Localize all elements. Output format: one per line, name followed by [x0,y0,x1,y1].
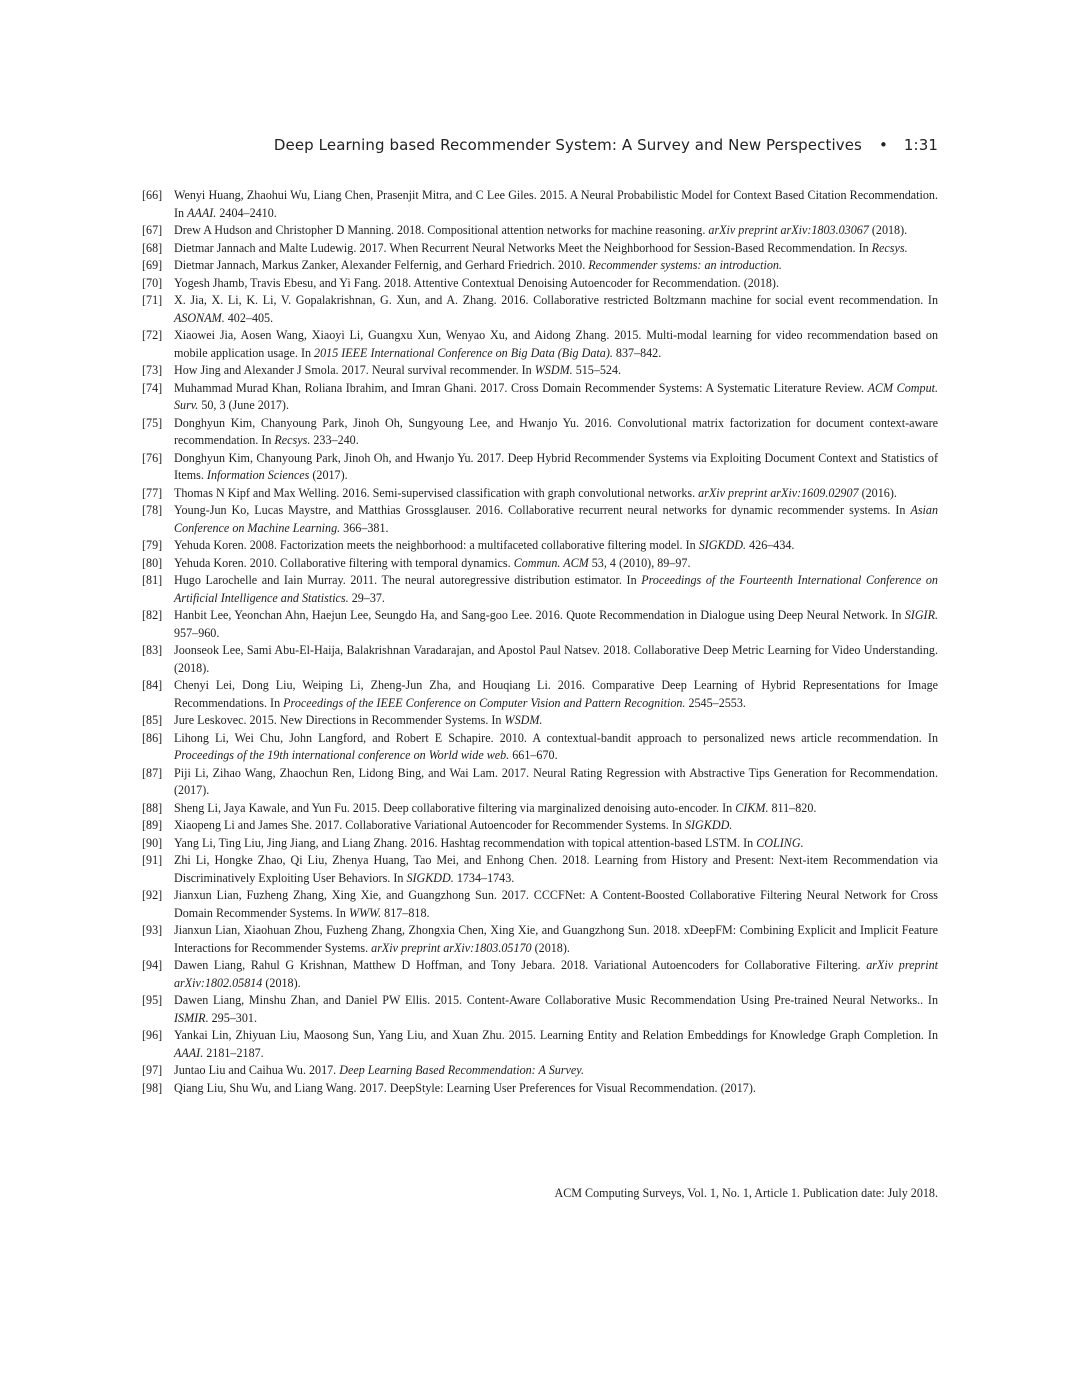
reference-text: 366–381. [340,520,389,535]
reference-text: Zhi Li, Hongke Zhao, Qi Liu, Zhenya Huang, Tao Mei, and Enhong Chen. 2018. Learning from History and Present: Next-item Recommendation via Discriminatively Exploiting User Behaviors. In [174,853,938,885]
reference-venue: Proceedings of the IEEE Conference on Computer Vision and Pattern Recognition. [283,695,686,710]
reference-text: 53, 4 (2010), 89–97. [588,555,691,570]
reference-number: [67] [142,223,163,237]
reference-item [142,887,938,922]
reference-text: 233–240. [310,433,359,447]
reference-venue: SIGKDD. [698,538,747,552]
reference-text: (2018). [531,940,570,955]
reference-number: [92] [142,888,163,902]
reference-venue: Proceedings of the Fourteenth International Conference on Artificial Intelligence and Statistics. [174,573,938,605]
reference-item [142,607,938,642]
reference-number: [80] [142,555,163,570]
reference-venue: ACM Comput. Surv. [174,380,938,412]
reference-item [142,257,938,275]
reference-item [142,730,938,765]
reference-number: [94] [142,958,163,972]
reference-venue: arXiv preprint arXiv:1803.05170 [371,940,532,955]
reference-text: 402–405. [224,310,274,325]
reference-item [142,957,938,992]
reference-text: Muhammad Murad Khan, Roliana Ibrahim, and Imran Ghani. 2017. Cross Domain Recommender Systems: A Systematic Literature Review. [174,380,868,395]
reference-text: Xiaowei Jia, Aosen Wang, Xiaoyi Li, Guangxu Xun, Wenyao Xu, and Aidong Zhang. 2015. Multi-modal learning for video recommendation based on mobile application usage. In [174,328,938,360]
reference-text: (2016). [858,485,897,500]
reference-item [142,852,938,887]
reference-venue: Proceedings of the 19th international conference on World wide web. [174,748,510,762]
reference-number: [96] [142,1028,163,1042]
reference-venue: Deep Learning Based Recommendation: A Survey. [339,1063,584,1077]
reference-text: Juntao Liu and Caihua Wu. 2017. [174,1063,340,1077]
running-head [140,136,938,154]
reference-text: Xiaopeng Li and James She. 2017. Collaborative Variational Autoencoder for Recommender Systems. In [174,818,685,832]
reference-number: [66] [142,188,163,202]
reference-text: 811–820. [768,800,817,815]
reference-number: [87] [142,765,163,780]
reference-text: 817–818. [381,905,430,920]
reference-item [142,555,938,573]
reference-item [142,222,938,240]
reference-venue: WWW. [349,905,382,920]
reference-text: 1734–1743. [453,870,515,885]
reference-item [142,835,938,853]
reference-text: X. Jia, X. Li, K. Li, V. Gopalakrishnan, G. Xun, and A. Zhang. 2016. Collaborative restricted Boltzmann machine for social event recommendation. In [174,293,938,307]
reference-venue: Recsys. [274,433,311,447]
reference-item [142,380,938,415]
reference-number: [68] [142,240,163,255]
reference-number: [89] [142,818,163,832]
reference-item [142,327,938,362]
reference-venue: arXiv preprint arXiv:1802.05814 [174,958,938,990]
reference-text: Yankai Lin, Zhiyuan Liu, Maosong Sun, Yang Liu, and Xuan Zhu. 2015. Learning Entity and Relation Embeddings for Knowledge Graph Completion. In [174,1028,938,1042]
reference-venue: Commun. ACM [513,555,589,570]
reference-item [142,450,938,485]
reference-text: Yogesh Jhamb, Travis Ebesu, and Yi Fang. 2018. Attentive Contextual Denoising Autoencoder for Recommendation. (2018). [174,275,779,290]
reference-number: [75] [142,415,163,430]
reference-text: Jure Leskovec. 2015. New Directions in Recommender Systems. In [174,713,505,727]
reference-text: Drew A Hudson and Christopher D Manning. 2018. Compositional attention networks for machine reasoning. [174,223,709,237]
reference-venue: AAAI. [187,205,217,220]
reference-text: Sheng Li, Jaya Kawale, and Yun Fu. 2015. Deep collaborative filtering via marginalized denoising auto-encoder. In [174,800,736,815]
reference-venue: arXiv preprint arXiv:1803.03067 [708,223,869,237]
reference-item [142,1027,938,1062]
reference-item [142,502,938,537]
reference-number: [81] [142,573,163,587]
reference-text: (2018). [868,223,908,237]
reference-text: Yang Li, Ting Liu, Jing Jiang, and Liang Zhang. 2016. Hashtag recommendation with topical attention-based LSTM. In [174,835,757,850]
reference-venue: AAAI. [174,1045,204,1060]
reference-text: Qiang Liu, Shu Wu, and Liang Wang. 2017. DeepStyle: Learning User Preferences for Visual Recommendation. (2017). [174,1080,756,1095]
reference-text: Chenyi Lei, Dong Liu, Weiping Li, Zheng-Jun Zha, and Houqiang Li. 2016. Comparative Deep Learning of Hybrid Representations for Image Recommendations. In [174,678,938,710]
reference-number: [79] [142,538,163,552]
reference-text: Young-Jun Ko, Lucas Maystre, and Matthias Grossglauser. 2016. Collaborative recurrent neural networks for dynamic recommender systems. In [174,503,911,517]
reference-venue: 2015 IEEE International Conference on Big Data (Big Data). [314,345,613,360]
reference-number: [86] [142,730,163,745]
reference-list [142,187,938,1097]
reference-text: 515–524. [572,363,622,377]
reference-text: Joonseok Lee, Sami Abu-El-Haija, Balakrishnan Varadarajan, and Apostol Paul Natsev. 2018. Collaborative Deep Metric Learning for Video Understanding. (2018). [174,643,938,675]
reference-item [142,485,938,503]
reference-text: Thomas N Kipf and Max Welling. 2016. Semi-supervised classification with graph convolutional networks. [174,485,699,500]
page-footer: ACM Computing Surveys, Vol. 1, No. 1, Article 1. Publication date: July 2018. [554,1186,938,1200]
reference-venue: SIGKDD. [406,870,454,885]
header-separator: • [878,136,888,154]
reference-number: [84] [142,678,163,692]
reference-number: [76] [142,450,163,465]
reference-item [142,817,938,835]
reference-item [142,572,938,607]
reference-text: (2017). [309,468,348,482]
reference-number: [93] [142,923,163,937]
reference-venue: ISMIR. [174,1010,209,1025]
reference-venue: WSDM. [504,713,543,727]
reference-number: [83] [142,643,163,657]
reference-text: Dawen Liang, Minshu Zhan, and Daniel PW Ellis. 2015. Content-Aware Collaborative Music Recommendation Using Pre-trained Neural Networks.. In [174,993,938,1007]
reference-text: Dietmar Jannach, Markus Zanker, Alexander Felfernig, and Gerhard Friedrich. 2010. [174,258,589,272]
reference-number: [91] [142,853,163,867]
reference-number: [71] [142,293,163,307]
reference-text: Piji Li, Zihao Wang, Zhaochun Ren, Lidong Bing, and Wai Lam. 2017. Neural Rating Regression with Abstractive Tips Generation for Recommendation. (2017). [174,765,938,797]
reference-number: [85] [142,713,163,727]
reference-venue: SIGKDD. [684,818,733,832]
reference-number: [98] [142,1080,163,1095]
reference-item [142,922,938,957]
reference-text: 426–434. [746,538,795,552]
reference-text: Yehuda Koren. 2008. Factorization meets the neighborhood: a multifaceted collaborative filtering model. In [174,538,699,552]
reference-venue: SIGIR. [904,608,938,622]
reference-item [142,712,938,730]
reference-text: 2404–2410. [216,205,277,220]
paper-title: Deep Learning based Recommender System: A Survey and New Perspectives [273,136,862,154]
reference-item [142,275,938,293]
reference-item [142,292,938,327]
reference-venue: arXiv preprint arXiv:1609.02907 [698,485,859,500]
reference-text: Jianxun Lian, Fuzheng Zhang, Xing Xie, and Guangzhong Sun. 2017. CCCFNet: A Content-Boosted Collaborative Filtering Neural Network for Cross Domain Recommender Systems. In [174,888,938,920]
reference-number: [70] [142,275,163,290]
reference-venue: Asian Conference on Machine Learning. [174,503,938,535]
reference-text: Hugo Larochelle and Iain Murray. 2011. The neural autoregressive distribution estimator. In [174,573,642,587]
reference-item [142,187,938,222]
reference-number: [74] [142,380,163,395]
reference-text: Jianxun Lian, Xiaohuan Zhou, Fuzheng Zhang, Zhongxia Chen, Xing Xie, and Guangzhong Sun. 2018. xDeepFM: Combining Explicit and Implicit Feature Interactions for Recommender Systems. [174,923,938,955]
reference-venue: WSDM. [534,363,573,377]
reference-item [142,362,938,380]
reference-item [142,1062,938,1080]
reference-text: Donghyun Kim, Chanyoung Park, Jinoh Oh, and Hwanjo Yu. 2017. Deep Hybrid Recommender Systems via Exploiting Document Context and Statistics of Items. [174,450,938,482]
reference-venue: ASONAM. [174,310,225,325]
reference-text: 2545–2553. [685,695,746,710]
reference-text: How Jing and Alexander J Smola. 2017. Neural survival recommender. In [174,363,535,377]
reference-number: [95] [142,993,163,1007]
reference-text: 2181–2187. [203,1045,264,1060]
reference-text: Dawen Liang, Rahul G Krishnan, Matthew D Hoffman, and Tony Jebara. 2018. Variational Autoencoders for Collaborative Filtering. [174,958,867,972]
reference-item [142,765,938,800]
reference-text: 50, 3 (June 2017). [198,398,289,412]
reference-venue: Recommender systems: an introduction. [588,258,782,272]
reference-item [142,677,938,712]
reference-text: 295–301. [208,1010,257,1025]
reference-venue: COLING. [756,835,804,850]
reference-number: [88] [142,800,163,815]
reference-text: Donghyun Kim, Chanyoung Park, Jinoh Oh, Sungyoung Lee, and Hwanjo Yu. 2016. Convolutional matrix factorization for document context-aware recommendation. In [174,415,938,447]
reference-number: [73] [142,363,163,377]
reference-number: [90] [142,835,163,850]
reference-text: 957–960. [174,625,220,640]
reference-item [142,992,938,1027]
page-number: 1:31 [903,136,938,154]
reference-item [142,1080,938,1098]
reference-item [142,642,938,677]
reference-item [142,415,938,450]
reference-number: [69] [142,258,163,272]
reference-text: (2018). [262,975,301,990]
reference-text: 661–670. [509,748,558,762]
reference-item [142,800,938,818]
reference-text: Hanbit Lee, Yeonchan Ahn, Haejun Lee, Seungdo Ha, and Sang-goo Lee. 2016. Quote Recommendation in Dialogue using Deep Neural Network. In [174,608,905,622]
reference-number: [72] [142,328,163,342]
reference-text: Dietmar Jannach and Malte Ludewig. 2017. When Recurrent Neural Networks Meet the Neighborhood for Session-Based Recommendation. In [174,240,872,255]
reference-number: [77] [142,485,163,500]
reference-item [142,240,938,258]
reference-number: [78] [142,503,163,517]
reference-item [142,537,938,555]
reference-venue: Information Sciences [206,468,310,482]
reference-number: [82] [142,608,163,622]
reference-text: Wenyi Huang, Zhaohui Wu, Liang Chen, Prasenjit Mitra, and C Lee Giles. 2015. A Neural Probabilistic Model for Context Based Citation Recommendation. In [174,188,938,220]
reference-text: Lihong Li, Wei Chu, John Langford, and Robert E Schapire. 2010. A contextual-bandit approach to personalized news article recommendation. In [174,730,938,745]
reference-text: Yehuda Koren. 2010. Collaborative filtering with temporal dynamics. [174,555,514,570]
reference-venue: Recsys. [871,240,908,255]
reference-text: 837–842. [612,345,662,360]
reference-number: [97] [142,1063,163,1077]
reference-venue: CIKM. [735,800,769,815]
reference-text: 29–37. [348,590,385,605]
